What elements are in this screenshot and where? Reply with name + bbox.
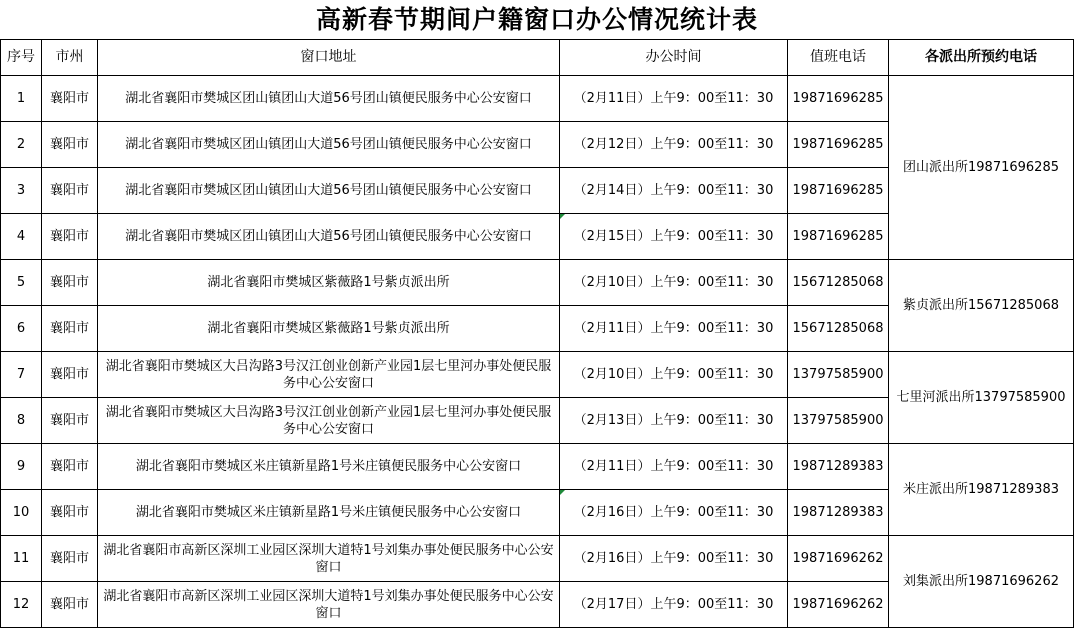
- header-duty-phone: 值班电话: [788, 40, 889, 76]
- cell-phone: 15671285068: [788, 260, 889, 306]
- cell-phone: 19871696262: [788, 536, 889, 582]
- cell-index: 7: [1, 352, 42, 398]
- cell-address: 湖北省襄阳市樊城区团山镇团山大道56号团山镇便民服务中心公安窗口: [98, 122, 560, 168]
- cell-phone: 19871696285: [788, 76, 889, 122]
- cell-address: 湖北省襄阳市高新区深圳工业园区深圳大道特1号刘集办事处便民服务中心公安窗口: [98, 536, 560, 582]
- cell-hours: （2月16日）上午9：00至11：30: [560, 536, 788, 582]
- cell-city: 襄阳市: [42, 76, 98, 122]
- cell-city: 襄阳市: [42, 582, 98, 628]
- table-row: [1, 260, 1074, 306]
- cell-address: 湖北省襄阳市樊城区团山镇团山大道56号团山镇便民服务中心公安窗口: [98, 76, 560, 122]
- cell-city: 襄阳市: [42, 260, 98, 306]
- cell-index: 4: [1, 214, 42, 260]
- table-header-row: [1, 40, 1074, 76]
- office-hours-table: [0, 39, 1074, 628]
- cell-hours: （2月10日）上午9：00至11：30: [560, 352, 788, 398]
- cell-city: 襄阳市: [42, 168, 98, 214]
- cell-phone: 19871696285: [788, 122, 889, 168]
- cell-hours: （2月13日）上午9：00至11：30: [560, 398, 788, 444]
- header-index: 序号: [1, 40, 42, 76]
- cell-city: 襄阳市: [42, 444, 98, 490]
- cell-city: 襄阳市: [42, 352, 98, 398]
- cell-index: 2: [1, 122, 42, 168]
- cell-hours: （2月12日）上午9：00至11：30: [560, 122, 788, 168]
- header-city: 市州: [42, 40, 98, 76]
- cell-hours: （2月10日）上午9：00至11：30: [560, 260, 788, 306]
- cell-address: 湖北省襄阳市樊城区大吕沟路3号汉江创业创新产业园1层七里河办事处便民服务中心公安窗口: [98, 352, 560, 398]
- cell-address: 湖北省襄阳市樊城区紫薇路1号紫贞派出所: [98, 306, 560, 352]
- cell-address: 湖北省襄阳市樊城区大吕沟路3号汉江创业创新产业园1层七里河办事处便民服务中心公安窗口: [98, 398, 560, 444]
- cell-address: 湖北省襄阳市高新区深圳工业园区深圳大道特1号刘集办事处便民服务中心公安窗口: [98, 582, 560, 628]
- cell-city: 襄阳市: [42, 214, 98, 260]
- cell-phone: 13797585900: [788, 352, 889, 398]
- cell-address: 湖北省襄阳市樊城区团山镇团山大道56号团山镇便民服务中心公安窗口: [98, 214, 560, 260]
- cell-station: 紫贞派出所15671285068: [889, 260, 1074, 352]
- cell-hours: （2月14日）上午9：00至11：30: [560, 168, 788, 214]
- table-row: [1, 76, 1074, 122]
- header-station-phone: 各派出所预约电话: [889, 40, 1074, 76]
- cell-hours-text: （2月15日）上午9：00至11：30: [573, 229, 774, 244]
- header-address: 窗口地址: [98, 40, 560, 76]
- cell-index: 1: [1, 76, 42, 122]
- header-hours: 办公时间: [560, 40, 788, 76]
- cell-station: 团山派出所19871696285: [889, 76, 1074, 260]
- cell-hours-text: （2月16日）上午9：00至11：30: [573, 505, 774, 520]
- cell-address: 湖北省襄阳市樊城区米庄镇新星路1号米庄镇便民服务中心公安窗口: [98, 490, 560, 536]
- cell-address: 湖北省襄阳市樊城区米庄镇新星路1号米庄镇便民服务中心公安窗口: [98, 444, 560, 490]
- cell-hours: （2月17日）上午9：00至11：30: [560, 582, 788, 628]
- cell-index: 8: [1, 398, 42, 444]
- cell-station: 刘集派出所19871696262: [889, 536, 1074, 628]
- cell-phone: 13797585900: [788, 398, 889, 444]
- cell-phone: 19871289383: [788, 444, 889, 490]
- cell-index: 9: [1, 444, 42, 490]
- cell-index: 6: [1, 306, 42, 352]
- cell-city: 襄阳市: [42, 490, 98, 536]
- cell-city: 襄阳市: [42, 536, 98, 582]
- cell-address: 湖北省襄阳市樊城区团山镇团山大道56号团山镇便民服务中心公安窗口: [98, 168, 560, 214]
- cell-station: 米庄派出所19871289383: [889, 444, 1074, 536]
- cell-phone: 19871696285: [788, 168, 889, 214]
- cell-city: 襄阳市: [42, 306, 98, 352]
- table-row: [1, 352, 1074, 398]
- cell-city: 襄阳市: [42, 122, 98, 168]
- cell-index: 3: [1, 168, 42, 214]
- table-row: [1, 536, 1074, 582]
- cell-station: 七里河派出所13797585900: [889, 352, 1074, 444]
- cell-index: 5: [1, 260, 42, 306]
- cell-hours: [560, 490, 788, 536]
- table-row: [1, 444, 1074, 490]
- cell-city: 襄阳市: [42, 398, 98, 444]
- cell-address: 湖北省襄阳市樊城区紫薇路1号紫贞派出所: [98, 260, 560, 306]
- cell-phone: 19871696262: [788, 582, 889, 628]
- cell-phone: 19871289383: [788, 490, 889, 536]
- cell-phone: 19871696285: [788, 214, 889, 260]
- cell-hours: （2月11日）上午9：00至11：30: [560, 444, 788, 490]
- cell-index: 11: [1, 536, 42, 582]
- cell-hours: （2月11日）上午9：00至11：30: [560, 76, 788, 122]
- page-title: 高新春节期间户籍窗口办公情况统计表: [315, 5, 758, 34]
- cell-index: 10: [1, 490, 42, 536]
- cell-index: 12: [1, 582, 42, 628]
- cell-phone: 15671285068: [788, 306, 889, 352]
- cell-hours: [560, 214, 788, 260]
- cell-hours: （2月11日）上午9：00至11：30: [560, 306, 788, 352]
